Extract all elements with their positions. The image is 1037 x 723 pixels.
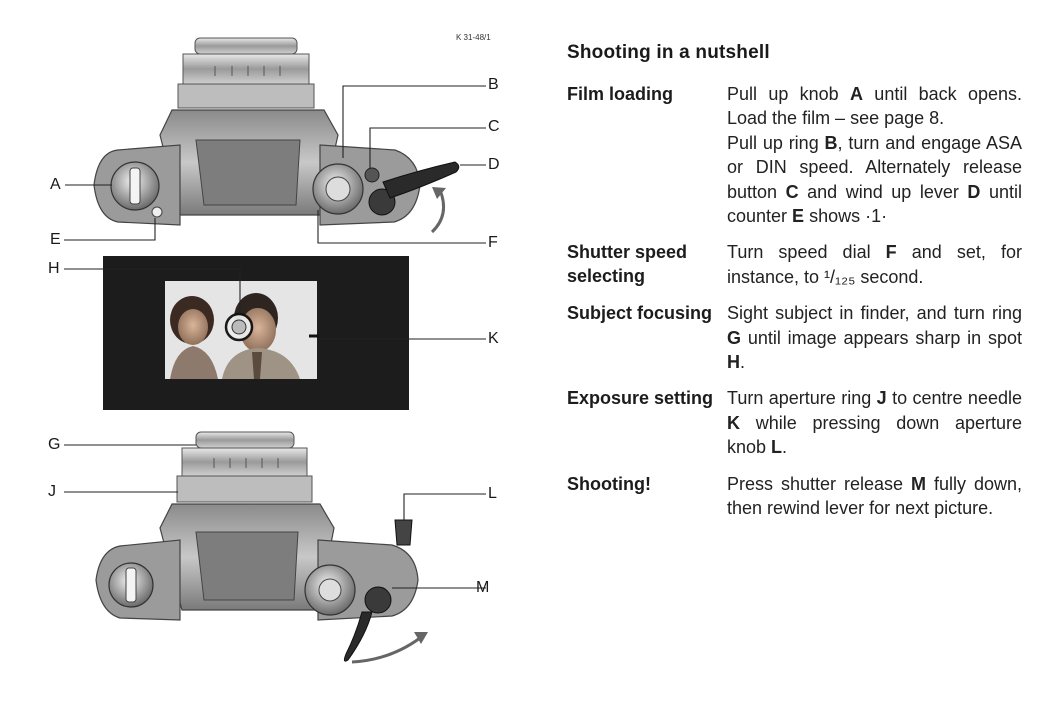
section-paragraph xyxy=(727,240,1022,289)
control-letter: L xyxy=(771,437,783,458)
viewfinder-drawing xyxy=(103,256,409,410)
paragraph-text: until counter xyxy=(727,181,1022,227)
section-heading: Exposure setting xyxy=(567,388,714,409)
paragraph-text: to centre needle xyxy=(886,388,1022,409)
section-paragraph xyxy=(727,131,1022,229)
paragraph-text: shows ·1· xyxy=(804,206,888,227)
paragraph-text: and wind up lever xyxy=(798,181,968,202)
paragraph-text: Pull up knob xyxy=(727,84,850,104)
callout-label-j: J xyxy=(48,483,56,500)
section-heading: Subject focusing xyxy=(567,303,713,324)
control-letter: J xyxy=(876,388,887,409)
control-letter: K xyxy=(727,412,740,433)
callout-label-f: F xyxy=(488,234,498,251)
page-title: Shooting in a nutshell xyxy=(567,42,770,63)
callout-label-l: L xyxy=(488,485,497,502)
control-letter: C xyxy=(785,181,799,202)
control-letter: A xyxy=(850,84,863,104)
control-letter: H xyxy=(727,352,740,373)
paragraph-text: , turn and engage ASA or DIN speed. Alternately release button xyxy=(727,132,1022,202)
section-paragraph xyxy=(727,82,1022,131)
callout-label-b: B xyxy=(488,76,499,93)
callout-label-c: C xyxy=(488,118,500,135)
paragraph-text: and set, for instance, to ¹/₁₂₅ second. xyxy=(727,242,1022,287)
instruction-sections xyxy=(567,82,1022,521)
control-letter: G xyxy=(727,327,742,348)
section-heading: Film loading xyxy=(567,84,673,104)
callout-label-e: E xyxy=(50,231,61,248)
instructions-column xyxy=(567,42,1022,533)
control-letter: E xyxy=(792,206,805,227)
section-body xyxy=(727,386,1022,459)
section-heading: Shutter speed selecting xyxy=(567,242,688,287)
paragraph-text: fully down, then rewind lever for next picture. xyxy=(727,473,1023,519)
callout-label-d: D xyxy=(488,156,500,173)
bottom-camera-drawing xyxy=(96,432,428,662)
instruction-section xyxy=(567,301,1022,374)
instruction-section xyxy=(567,82,1022,228)
section-paragraph xyxy=(727,301,1022,374)
paragraph-text: until back opens. Load the film – see page 8. xyxy=(727,84,1023,129)
section-paragraph xyxy=(727,472,1022,521)
control-letter: F xyxy=(885,242,897,263)
figure-code-label: K 31-48/1 xyxy=(456,33,491,42)
control-letter: D xyxy=(967,181,981,202)
paragraph-text: until image appears sharp in spot xyxy=(741,327,1022,348)
section-body xyxy=(727,240,1022,289)
instruction-section xyxy=(567,386,1022,459)
paragraph-text: Turn aperture ring xyxy=(727,388,877,409)
callout-label-m: M xyxy=(476,579,490,596)
control-letter: M xyxy=(911,473,927,494)
callout-label-h: H xyxy=(48,260,60,277)
callout-label-g: G xyxy=(48,436,61,453)
paragraph-text: Pull up ring xyxy=(727,132,825,153)
paragraph-text: Sight subject in finder, and turn ring xyxy=(727,303,1022,324)
instruction-section xyxy=(567,240,1022,289)
section-body xyxy=(727,301,1022,374)
paragraph-text: while pressing down aperture knob xyxy=(727,412,1022,458)
top-camera-drawing xyxy=(94,38,459,232)
paragraph-text: Press shutter release xyxy=(727,473,912,494)
paragraph-text: . xyxy=(782,437,788,458)
callout-label-k: K xyxy=(488,330,499,347)
paragraph-text: . xyxy=(740,352,746,373)
callout-label-a: A xyxy=(50,176,61,193)
control-letter: B xyxy=(824,132,838,153)
section-body xyxy=(727,82,1022,228)
instruction-section xyxy=(567,472,1022,521)
section-paragraph xyxy=(727,386,1022,459)
section-heading: Shooting! xyxy=(567,473,651,494)
section-body xyxy=(727,472,1022,521)
paragraph-text: Turn speed dial xyxy=(727,242,886,263)
